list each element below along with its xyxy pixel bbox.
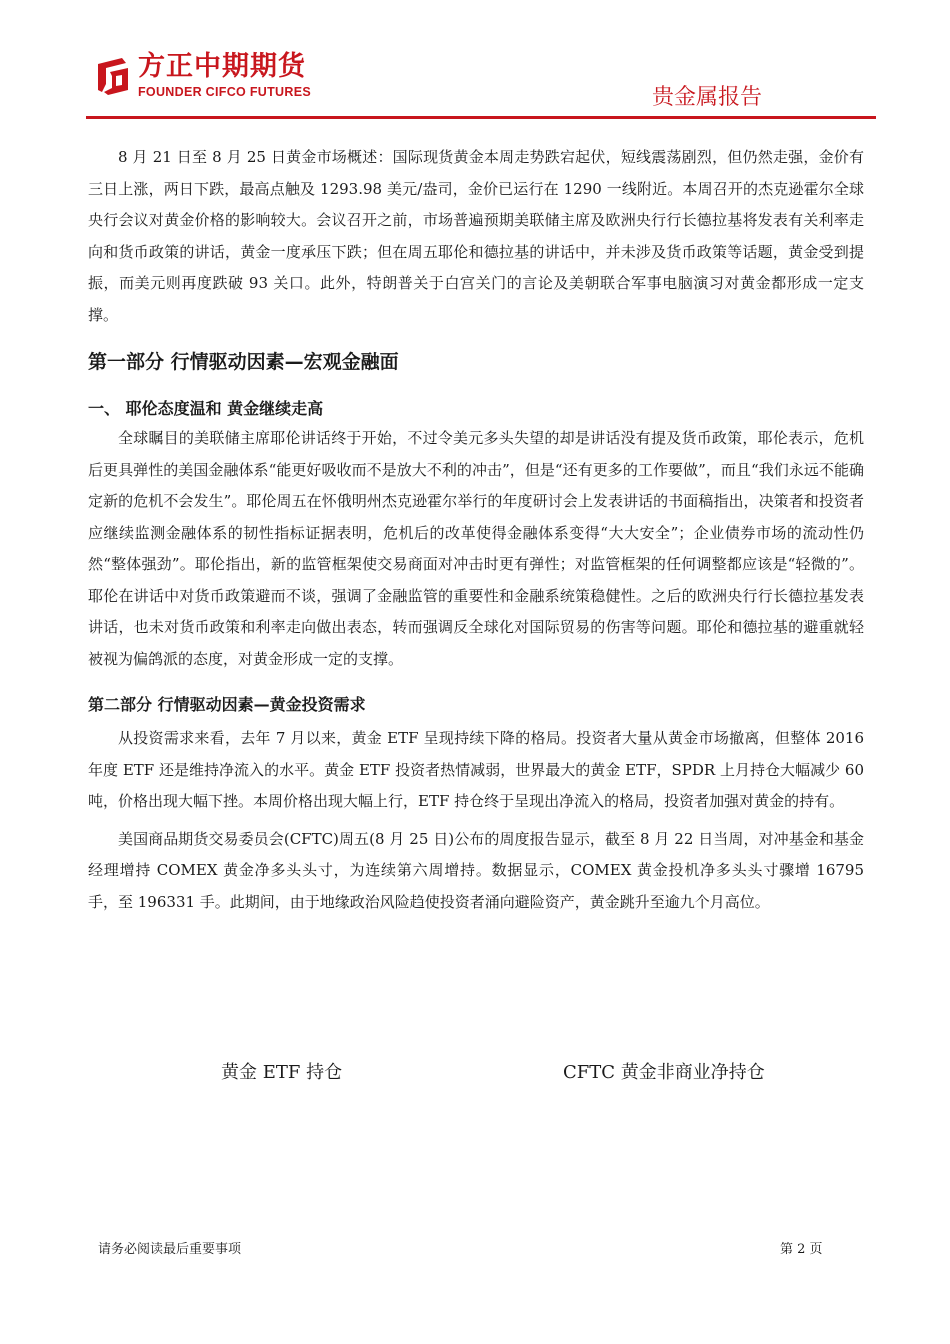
part1-heading: 第一部分 行情驱动因素—宏观金融面 [88,351,399,373]
company-name-cn: 方正中期期货 [138,51,306,82]
header-divider [86,116,876,119]
cftc-position-caption: CFTC 黄金非商业净持仓 [563,1062,765,1083]
part2-paragraph-2: 美国商品期货交易委员会(CFTC)周五(8 月 25 日)公布的周度报告显示，截至 8 月 22 日当周，对冲基金和基金经理增持 COMEX 黄金净多头头寸，为连续第六周增持。数据显示，COMEX 黄金投机净多头头寸骤增 16795 手，至 196331 手。此期间，由于地缘政治风险趋使投资者涌向避险资产，黄金跳升至逾九个月高位。 [88,829,864,911]
section1-paragraph: 全球瞩目的美联储主席耶伦讲话终于开始，不过令美元多头失望的却是讲话没有提及货币政策，耶伦表示，危机后更具弹性的美国金融体系“能更好吸收而不是放大不利的冲击”，但是“还有更多的工作要做”，而且“我们永远不能确定新的危机不会发生”。耶伦周五在怀俄明州杰克逊霍尔举行的年度研讨会上发表讲话的书面稿指出，决策者和投资者应继续监测金融体系的韧性指标证据表明，危机后的改革使得金融体系变得“大大安全”；企业债券市场的流动性仍然“整体强劲”。耶伦指出，新的监管框架使交易商面对冲击时更有弹性；对监管框架的任何调整都应该是“轻微的”。耶伦在讲话中对货币政策避而不谈，强调了金融监管的重要性和金融系统策稳健性。之后的欧洲央行行长德拉基发表讲话，也未对货币政策和利率走向做出表态，转而强调反全球化对国际贸易的伤害等问题。耶伦和德拉基的避重就轻被视为偏鸽派的态度，对黄金形成一定的支撑。 [88,429,864,668]
etf-holdings-caption: 黄金 ETF 持仓 [221,1062,343,1083]
report-body [88,142,864,918]
company-name-en: FOUNDER CIFCO FUTURES [138,85,311,99]
logo [92,52,311,99]
part2-heading: 第二部分 行情驱动因素—黄金投资需求 [88,695,366,714]
founder-logo-icon [92,54,132,98]
part2-paragraph-1: 从投资需求来看，去年 7 月以来，黄金 ETF 呈现持续下降的格局。投资者大量从黄金市场撤离，但整体 2016 年度 ETF 还是维持净流入的水平。黄金 ETF 投资者热情减弱，世界最大的黄金 ETF，SPDR 上月持仓大幅减少 60 吨，价格出现大幅下挫。本周价格出现大幅上行，ETF 持仓终于呈现出净流入的格局，投资者加强对黄金的持有。 [88,729,864,810]
section1-heading: 一、 耶伦态度温和 黄金继续走高 [88,399,324,418]
intro-paragraph: 8 月 21 日至 8 月 25 日黄金市场概述：国际现货黄金本周走势跌宕起伏，短线震荡剧烈，但仍然走强，金价有三日上涨，两日下跌，最高点触及 1293.98 美元/盎司，金价已运行在 1290 一线附近。本周召开的杰克逊霍尔全球央行会议对黄金价格的影响较大。会议召开之前，市场普遍预期美联储主席及欧洲央行行长德拉基将发表有关利率走向和货币政策的讲话，黄金一度承压下跌；但在周五耶伦和德拉基的讲话中，并未涉及货币政策等话题，黄金受到提振，而美元则再度跌破 93 关口。此外，特朗普关于白宫关门的言论及美朝联合军事电脑演习对黄金都形成一定支撑。 [88,148,864,324]
page-number: 第 2 页 [780,1242,823,1257]
footer-notice: 请务必阅读最后重要事项 [98,1242,242,1257]
report-type-title: 贵金属报告 [651,85,762,110]
